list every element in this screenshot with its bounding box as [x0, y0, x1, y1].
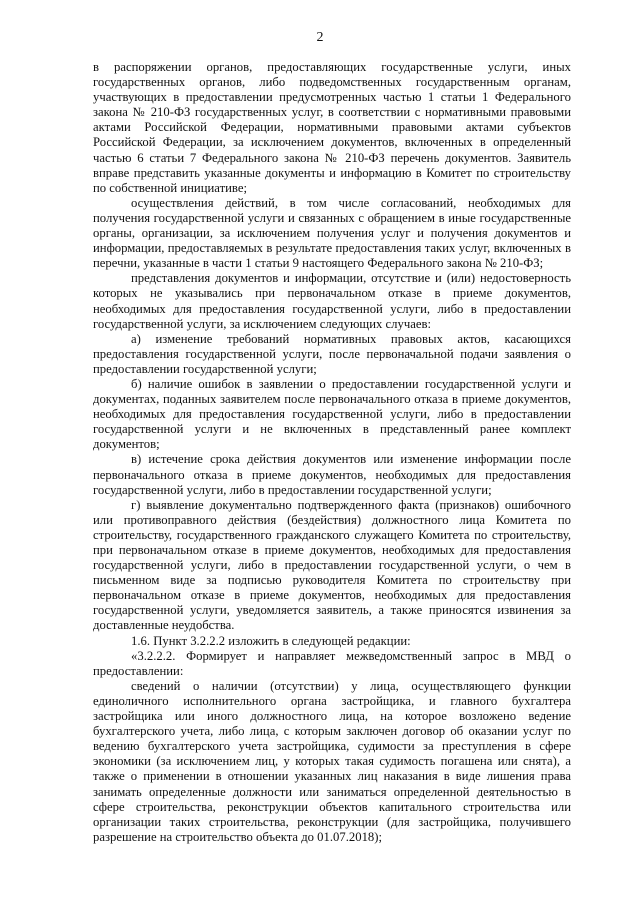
- paragraph-amendment: 1.6. Пункт 3.2.2.2 изложить в следующей редакции:: [131, 633, 411, 648]
- page-number: 2: [316, 30, 324, 45]
- list-item-b: б) наличие ошибок в заявлении о предоставлении государственной услуги и документах, поданных заявителем после первоначального отказа в приеме документов, необходимых для предоставления государственной услуги, либо в предоставлении государственной услуги и не включенных в представленный ранее комплект документов;: [93, 376, 571, 452]
- paragraph-actions: осуществления действий, в том числе согласований, необходимых для получения государственной услуги и связанных с обращением в иные государственные органы, организации, за исключением получения услуг и получения документов и информации, предоставляемых в результате предоставления таких услуг, включенных в перечни, указанные в части 1 статьи 9 настоящего Федерального закона № 210-ФЗ;: [93, 195, 571, 271]
- list-item-g: г) выявление документально подтвержденного факта (признаков) ошибочного или противоправного действия (бездействия) должностного лица Комитета по строительству, государственного гражданского служащего Комитета по строительству, при первоначальном отказе в приеме документов, необходимых для предоставления государственной услуги, либо в предоставлении государственной услуги, о чем в письменном виде за подписью руководителя Комитета по строительству при первоначальном отказе в приеме документов, необходимых для предоставления государственной услуги, уведомляется заявитель, а также приносятся извинения за доставленные неудобства.: [93, 497, 571, 633]
- paragraph-continuation: в распоряжении органов, предоставляющих государственные услуги, иных государственных органов, либо подведомственных государственным органам, участвующих в предоставлении предусмотренных частью 1 статьи 1 Федерального закона № 210-ФЗ государственных услуг, в соответствии с нормативными правовыми актами Российской Федерации, нормативными правовыми актами субъектов Российской Федерации, за исключением документов, включенных в определенный частью 6 статьи 7 Федерального закона № 210-ФЗ перечень документов. Заявитель вправе представить указанные документы и информацию в Комитет по строительству по собственной инициативе;: [93, 60, 571, 195]
- paragraph-clause: «3.2.2.2. Формирует и направляет межведомственный запрос в МВД о предоставлении:: [93, 648, 571, 678]
- list-item-v: в) истечение срока действия документов или изменение информации после первоначального отказа в приеме документов, необходимых для предоставления государственной услуги, либо в предоставлении государственной услуги;: [93, 452, 571, 497]
- paragraph-information: сведений о наличии (отсутствии) у лица, осуществляющего функции единоличного исполнительного органа застройщика, и главного бухгалтера застройщика или иного должностного лица, на которое возложено ведение бухгалтерского учета, либо лица, с которым заключен договор об оказании услуг по ведению бухгалтерского учета застройщика, судимости за преступления в сфере экономики (за исключением лиц, у которых такая судимость погашена или снята), а также о применении в отношении указанных лиц наказания в виде лишения права занимать определенные должности или заниматься определенной деятельностью в сфере строительства, реконструкции объектов капитального строительства или организации таких строительства, реконструкции (для застройщика, получившего разрешение на строительство объекта до 01.07.2018);: [93, 678, 571, 844]
- document-body: [93, 60, 571, 845]
- list-item-a: а) изменение требований нормативных правовых актов, касающихся предоставления государственной услуги, после первоначальной подачи заявления о предоставлении государственной услуги;: [93, 331, 571, 376]
- paragraph-documents: представления документов и информации, отсутствие и (или) недостоверность которых не указывались при первоначальном отказе в приеме документов, необходимых для предоставления государственной услуги, либо в предоставлении государственной услуги, за исключением следующих случаев:: [93, 271, 571, 331]
